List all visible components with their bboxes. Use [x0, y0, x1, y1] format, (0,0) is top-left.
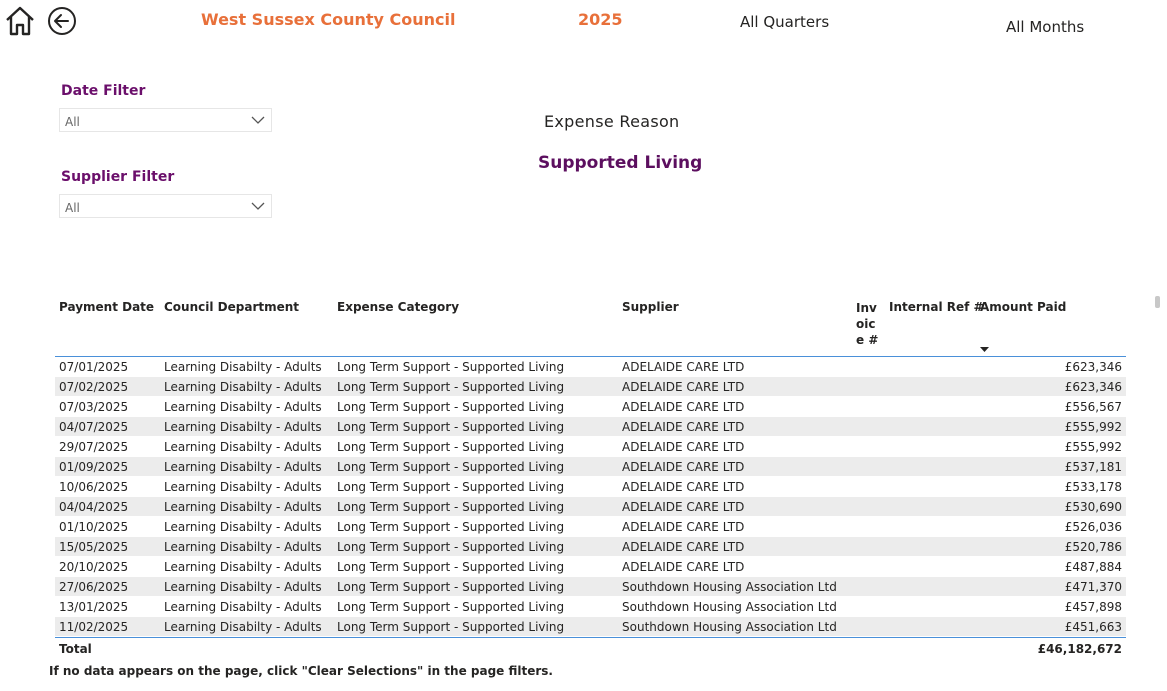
- table-cell: Learning Disabilty - Adults: [164, 420, 322, 434]
- chevron-down-icon: [251, 202, 265, 211]
- table-cell: Learning Disabilty - Adults: [164, 600, 322, 614]
- table-cell: Learning Disabilty - Adults: [164, 500, 322, 514]
- table-cell: Learning Disabilty - Adults: [164, 520, 322, 534]
- table-cell: ADELAIDE CARE LTD: [622, 560, 745, 574]
- col-payment-date[interactable]: Payment Date: [59, 300, 155, 314]
- back-arrow-icon[interactable]: [47, 6, 77, 36]
- table-cell: Long Term Support - Supported Living: [337, 520, 565, 534]
- year-selector[interactable]: 2025: [578, 10, 623, 29]
- table-row[interactable]: [55, 577, 1126, 597]
- table-cell: £471,370: [1064, 580, 1122, 594]
- table-row[interactable]: [55, 457, 1126, 477]
- supplier-filter-dropdown[interactable]: [59, 194, 272, 218]
- date-filter-dropdown[interactable]: [59, 108, 272, 132]
- table-cell: 15/05/2025: [59, 540, 129, 554]
- table-row[interactable]: [55, 397, 1126, 417]
- total-row: [55, 637, 1126, 658]
- table-row[interactable]: [55, 377, 1126, 397]
- table-cell: 01/09/2025: [59, 460, 129, 474]
- table-cell: Learning Disabilty - Adults: [164, 460, 322, 474]
- table-cell: Long Term Support - Supported Living: [337, 460, 565, 474]
- table-cell: ADELAIDE CARE LTD: [622, 380, 745, 394]
- table-row[interactable]: [55, 597, 1126, 617]
- table-cell: £520,786: [1064, 540, 1122, 554]
- table-cell: 29/07/2025: [59, 440, 129, 454]
- table-cell: £555,992: [1064, 420, 1122, 434]
- table-cell: 07/02/2025: [59, 380, 129, 394]
- table-cell: £555,992: [1064, 440, 1122, 454]
- table-cell: 04/07/2025: [59, 420, 129, 434]
- table-cell: 27/06/2025: [59, 580, 129, 594]
- table-cell: 07/03/2025: [59, 400, 129, 414]
- table-cell: Long Term Support - Supported Living: [337, 560, 565, 574]
- table-cell: £487,884: [1064, 560, 1122, 574]
- table-cell: ADELAIDE CARE LTD: [622, 500, 745, 514]
- table-cell: £526,036: [1064, 520, 1122, 534]
- table-row[interactable]: [55, 497, 1126, 517]
- col-supplier[interactable]: Supplier: [622, 300, 679, 314]
- clear-selections-note: If no data appears on the page, click "Clear Selections" in the page filters.: [49, 664, 553, 678]
- table-cell: Learning Disabilty - Adults: [164, 620, 322, 634]
- table-cell: Southdown Housing Association Ltd: [622, 580, 837, 594]
- table-cell: Southdown Housing Association Ltd: [622, 620, 837, 634]
- table-cell: 11/02/2025: [59, 620, 129, 634]
- table-cell: 10/06/2025: [59, 480, 129, 494]
- home-icon[interactable]: [4, 5, 36, 37]
- col-expense-category[interactable]: Expense Category: [337, 300, 460, 314]
- table-cell: Long Term Support - Supported Living: [337, 620, 565, 634]
- col-amount-paid[interactable]: Amount Paid: [980, 300, 1067, 314]
- table-cell: ADELAIDE CARE LTD: [622, 480, 745, 494]
- table-cell: £451,663: [1064, 620, 1122, 634]
- table-cell: Long Term Support - Supported Living: [337, 380, 565, 394]
- col-internal-ref[interactable]: Internal Ref #: [889, 300, 984, 314]
- table-cell: 13/01/2025: [59, 600, 129, 614]
- table-cell: ADELAIDE CARE LTD: [622, 440, 745, 454]
- table-cell: Long Term Support - Supported Living: [337, 540, 565, 554]
- table-cell: £623,346: [1064, 360, 1122, 374]
- table-cell: Learning Disabilty - Adults: [164, 360, 322, 374]
- sort-desc-icon[interactable]: [980, 347, 989, 353]
- table-cell: ADELAIDE CARE LTD: [622, 360, 745, 374]
- date-filter-value: All: [65, 115, 80, 129]
- table-cell: Learning Disabilty - Adults: [164, 540, 322, 554]
- months-selector[interactable]: All Months: [1006, 18, 1085, 36]
- table-cell: £556,567: [1064, 400, 1122, 414]
- table-cell: Long Term Support - Supported Living: [337, 600, 565, 614]
- table-cell: Learning Disabilty - Adults: [164, 560, 322, 574]
- table-row[interactable]: [55, 517, 1126, 537]
- table-cell: Long Term Support - Supported Living: [337, 500, 565, 514]
- table-cell: ADELAIDE CARE LTD: [622, 540, 745, 554]
- col-council-department[interactable]: Council Department: [164, 300, 300, 314]
- table-cell: 04/04/2025: [59, 500, 129, 514]
- total-label: Total: [59, 642, 92, 656]
- table-cell: Long Term Support - Supported Living: [337, 420, 565, 434]
- table-cell: £623,346: [1064, 380, 1122, 394]
- table-cell: Southdown Housing Association Ltd: [622, 600, 837, 614]
- table-cell: 20/10/2025: [59, 560, 129, 574]
- table-cell: £537,181: [1064, 460, 1122, 474]
- table-cell: Learning Disabilty - Adults: [164, 400, 322, 414]
- table-cell: ADELAIDE CARE LTD: [622, 420, 745, 434]
- col-invoice[interactable]: Invoice #: [856, 301, 879, 347]
- table-row[interactable]: [55, 437, 1126, 457]
- table-cell: £530,690: [1064, 500, 1122, 514]
- table-row[interactable]: [55, 357, 1126, 377]
- table-cell: £457,898: [1064, 600, 1122, 614]
- date-filter-label: Date Filter: [61, 83, 146, 99]
- table-row[interactable]: [55, 477, 1126, 497]
- table-cell: Learning Disabilty - Adults: [164, 580, 322, 594]
- table-cell: Learning Disabilty - Adults: [164, 440, 322, 454]
- supplier-filter-value: All: [65, 201, 80, 215]
- table-cell: ADELAIDE CARE LTD: [622, 520, 745, 534]
- table-cell: Long Term Support - Supported Living: [337, 360, 565, 374]
- chevron-down-icon: [251, 116, 265, 125]
- expense-reason-label: Expense Reason: [544, 112, 680, 131]
- table-cell: Learning Disabilty - Adults: [164, 480, 322, 494]
- table-scrollbar[interactable]: [1155, 296, 1160, 308]
- table-cell: Learning Disabilty - Adults: [164, 380, 322, 394]
- table-cell: ADELAIDE CARE LTD: [622, 400, 745, 414]
- table-row[interactable]: [55, 557, 1126, 577]
- table-cell: ADELAIDE CARE LTD: [622, 460, 745, 474]
- table-body: [55, 357, 1126, 637]
- table-cell: £533,178: [1064, 480, 1122, 494]
- table-row[interactable]: [55, 417, 1126, 437]
- quarters-selector[interactable]: All Quarters: [740, 13, 830, 31]
- payments-table: [55, 296, 1126, 658]
- table-cell: Long Term Support - Supported Living: [337, 580, 565, 594]
- total-value: £46,182,672: [1037, 642, 1122, 656]
- table-cell: 07/01/2025: [59, 360, 129, 374]
- supplier-filter-label: Supplier Filter: [61, 169, 175, 185]
- expense-reason-value: Supported Living: [538, 153, 703, 173]
- organisation-title: West Sussex County Council: [201, 10, 456, 29]
- table-cell: Long Term Support - Supported Living: [337, 440, 565, 454]
- table-row[interactable]: [55, 537, 1126, 557]
- table-header: [55, 296, 1126, 357]
- table-cell: 01/10/2025: [59, 520, 129, 534]
- table-cell: Long Term Support - Supported Living: [337, 400, 565, 414]
- table-row[interactable]: [55, 617, 1126, 637]
- table-cell: Long Term Support - Supported Living: [337, 480, 565, 494]
